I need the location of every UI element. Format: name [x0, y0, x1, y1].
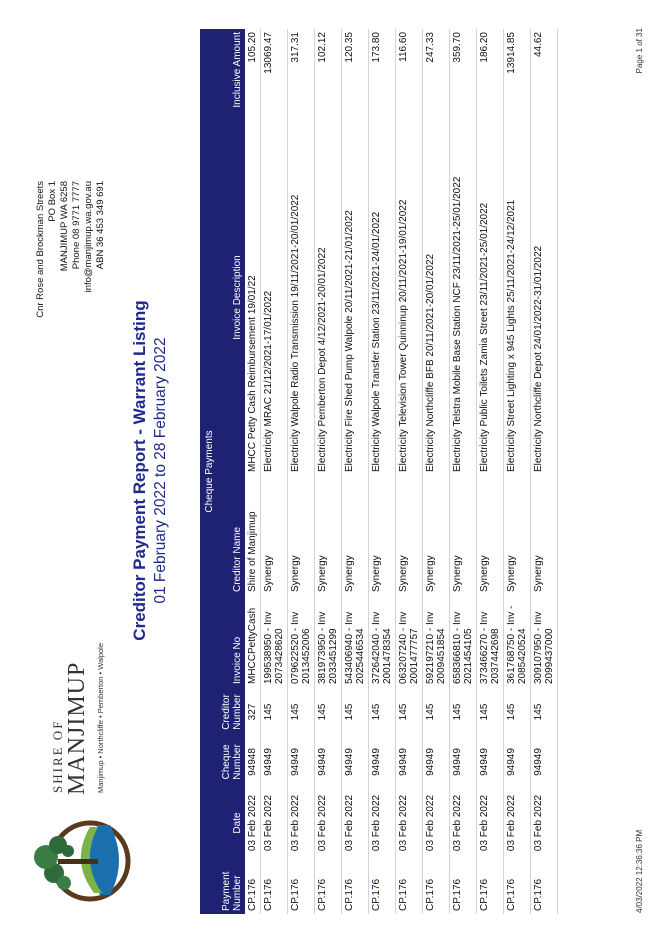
cheque-number-cell: 94949: [504, 737, 531, 787]
creditor-name-cell: Synergy: [423, 475, 450, 595]
invoice-no-cell: 199538950 - Inv 2073428620: [261, 595, 288, 687]
table-row: [245, 29, 261, 914]
invoice-description-cell: Electricity Walpole Transfer Station 23/11/2021-24/01/2022: [369, 120, 396, 475]
inclusive-amount-cell: 359.70: [450, 29, 477, 120]
cheque-number-cell: 94949: [342, 737, 369, 787]
cheque-number-cell: 94949: [261, 737, 288, 787]
col-creditor-name: Creditor Name: [219, 475, 245, 595]
payments-table: [200, 29, 558, 914]
creditor-number-cell: 145: [261, 687, 288, 737]
table-row: [504, 29, 531, 914]
cheque-number-cell: 94949: [396, 737, 423, 787]
table-row: [477, 29, 504, 914]
table-row: [423, 29, 450, 914]
table-row: [450, 29, 477, 914]
date-cell: 03 Feb 2022: [477, 787, 504, 859]
inclusive-amount-cell: 44.62: [531, 29, 558, 120]
report-title: Creditor Payment Report - Warrant Listing: [130, 300, 149, 641]
date-cell: 03 Feb 2022: [450, 787, 477, 859]
shire-towns: Manjimup • Northcliffe • Pemberton • Walpole: [96, 642, 105, 793]
inclusive-amount-cell: 116.60: [396, 29, 423, 120]
col-invoice-no: Invoice No: [219, 595, 245, 687]
invoice-no-cell: 381973950 - Inv 2033451299: [315, 595, 342, 687]
invoice-description-cell: MHCC Petty Cash Reimbursement 19/01/22: [245, 120, 261, 475]
invoice-description-cell: Electricity Pemberton Depot 4/12/2021-20/01/2022: [315, 120, 342, 475]
table-row: [531, 29, 558, 914]
payment-number-cell: CP.176: [450, 859, 477, 914]
table-row: [369, 29, 396, 914]
creditor-number-cell: 145: [396, 687, 423, 737]
creditor-number-cell: 145: [288, 687, 315, 737]
invoice-description-cell: Electricity Fire Shed Pump Walpole 20/11/2021-21/01/2022: [342, 120, 369, 475]
creditor-name-cell: Synergy: [504, 475, 531, 595]
address-line: info@manjimup.wa.gov.au: [83, 181, 94, 293]
inclusive-amount-cell: 186.20: [477, 29, 504, 120]
col-inclusive-amount: Inclusive Amount: [219, 29, 245, 120]
date-cell: 03 Feb 2022: [315, 787, 342, 859]
cheque-number-cell: 94949: [369, 737, 396, 787]
table-header-row: [219, 29, 245, 914]
invoice-no-cell: 373466270 - Inv 2037442698: [477, 595, 504, 687]
creditor-name-cell: Synergy: [315, 475, 342, 595]
creditor-number-cell: 145: [531, 687, 558, 737]
shire-of-label: SHIRE OF: [50, 719, 65, 793]
footer-page-number: Page 1 of 31: [635, 28, 644, 74]
creditor-number-cell: 145: [477, 687, 504, 737]
date-cell: 03 Feb 2022: [396, 787, 423, 859]
cheque-number-cell: 94949: [423, 737, 450, 787]
payment-number-cell: CP.176: [396, 859, 423, 914]
address-line: PO Box 1: [47, 181, 58, 222]
inclusive-amount-cell: 173.80: [369, 29, 396, 120]
address-line: Cnr Rose and Brockman Streets: [35, 181, 46, 318]
date-cell: 03 Feb 2022: [423, 787, 450, 859]
invoice-no-cell: 309107950 - Inv 2099437000: [531, 595, 558, 687]
creditor-number-cell: 145: [342, 687, 369, 737]
date-cell: 03 Feb 2022: [261, 787, 288, 859]
date-cell: 03 Feb 2022: [288, 787, 315, 859]
inclusive-amount-cell: 105.20: [245, 29, 261, 120]
payment-number-cell: CP.176: [531, 859, 558, 914]
inclusive-amount-cell: 317.31: [288, 29, 315, 120]
invoice-no-cell: 543406940 - Inv 2025446534: [342, 595, 369, 687]
payment-number-cell: CP.176: [342, 859, 369, 914]
invoice-description-cell: Electricity Northcliffe Depot 24/01/2022-31/01/2022: [531, 120, 558, 475]
cheque-number-cell: 94949: [531, 737, 558, 787]
inclusive-amount-cell: 120.35: [342, 29, 369, 120]
cheque-number-cell: 94949: [288, 737, 315, 787]
table-row: [342, 29, 369, 914]
col-cheque-number: Cheque Number: [219, 737, 245, 787]
invoice-no-cell: 063207240 - Inv 2001477757: [396, 595, 423, 687]
payment-number-cell: CP.176: [477, 859, 504, 914]
col-payment-number: Payment Number: [219, 859, 245, 914]
table-row: [396, 29, 423, 914]
creditor-number-cell: 145: [423, 687, 450, 737]
creditor-number-cell: 145: [450, 687, 477, 737]
date-cell: 03 Feb 2022: [369, 787, 396, 859]
creditor-number-cell: 145: [315, 687, 342, 737]
tree-emblem-icon: [30, 803, 140, 913]
invoice-no-cell: MHCCPettyCash: [245, 595, 261, 687]
footer-timestamp: 4/03/2022 12:36:36 PM: [635, 829, 644, 913]
payment-number-cell: CP.176: [261, 859, 288, 914]
address-line: Phone 08 9771 7777: [71, 181, 82, 270]
invoice-description-cell: Electricity MRAC 21/12/2021-17/01/2022: [261, 120, 288, 475]
date-cell: 03 Feb 2022: [245, 787, 261, 859]
creditor-name-cell: Synergy: [261, 475, 288, 595]
payment-number-cell: CP.176: [369, 859, 396, 914]
col-invoice-description: Invoice Description: [219, 120, 245, 475]
inclusive-amount-cell: 13914.85: [504, 29, 531, 120]
table-group-header-row: [200, 29, 219, 914]
payment-number-cell: CP.176: [315, 859, 342, 914]
col-creditor-number: Creditor Number: [219, 687, 245, 737]
date-cell: 03 Feb 2022: [531, 787, 558, 859]
cheque-number-cell: 94949: [315, 737, 342, 787]
report-period: 01 February 2022 to 28 February 2022: [152, 337, 169, 604]
creditor-name-cell: Synergy: [396, 475, 423, 595]
date-cell: 03 Feb 2022: [342, 787, 369, 859]
invoice-description-cell: Electricity Television Tower Quinninup 20/11/2021-19/01/2022: [396, 120, 423, 475]
payment-number-cell: CP.176: [288, 859, 315, 914]
invoice-description-cell: Electricity Northcliffe BFB 20/11/2021-20/01/2022: [423, 120, 450, 475]
table-row: [261, 29, 288, 914]
creditor-name-cell: Shire of Manjimup: [245, 475, 261, 595]
creditor-name-cell: Synergy: [342, 475, 369, 595]
col-date: Date: [219, 787, 245, 859]
group-heading: Cheque Payments: [200, 29, 219, 914]
invoice-no-cell: 592197210 - Inv 2009451854: [423, 595, 450, 687]
table-row: [315, 29, 342, 914]
address-block: [35, 181, 107, 381]
creditor-number-cell: 145: [369, 687, 396, 737]
invoice-description-cell: Electricity Street Lighting x 945 Lights 25/11/2021-24/12/2021: [504, 120, 531, 475]
invoice-no-cell: 079622520 - Inv 2013452006: [288, 595, 315, 687]
address-line: MANJIMUP WA 6258: [59, 181, 70, 272]
shire-logo: [30, 642, 140, 913]
creditor-name-cell: Synergy: [477, 475, 504, 595]
creditor-name-cell: Synergy: [450, 475, 477, 595]
table-row: [288, 29, 315, 914]
payment-number-cell: CP.176: [245, 859, 261, 914]
invoice-description-cell: Electricity Walpole Radio Transmission 19/11/2021-20/01/2022: [288, 120, 315, 475]
inclusive-amount-cell: 13069.47: [261, 29, 288, 120]
payment-number-cell: CP.176: [423, 859, 450, 914]
cheque-number-cell: 94948: [245, 737, 261, 787]
invoice-no-cell: 372642040 - Inv 2001478354: [369, 595, 396, 687]
cheque-number-cell: 94949: [450, 737, 477, 787]
shire-name: MANJIMUP: [64, 661, 90, 795]
creditor-name-cell: Synergy: [531, 475, 558, 595]
creditor-name-cell: Synergy: [369, 475, 396, 595]
invoice-description-cell: Electricity Public Toilets Zamia Street 23/11/2021-25/01/2022: [477, 120, 504, 475]
inclusive-amount-cell: 102.12: [315, 29, 342, 120]
date-cell: 03 Feb 2022: [504, 787, 531, 859]
table-body: [245, 29, 558, 914]
invoice-no-cell: 361768750 - Inv - 2085420524: [504, 595, 531, 687]
address-line: ABN 36 453 349 691: [95, 181, 106, 270]
inclusive-amount-cell: 247.33: [423, 29, 450, 120]
cheque-number-cell: 94949: [477, 737, 504, 787]
creditor-number-cell: 327: [245, 687, 261, 737]
payment-number-cell: CP.176: [504, 859, 531, 914]
invoice-description-cell: Electricity Telstra Mobile Base Station NCF 23/11/2021-25/01/2022: [450, 120, 477, 475]
creditor-number-cell: 145: [504, 687, 531, 737]
invoice-no-cell: 658366810 - Inv 2021454105: [450, 595, 477, 687]
creditor-name-cell: Synergy: [288, 475, 315, 595]
